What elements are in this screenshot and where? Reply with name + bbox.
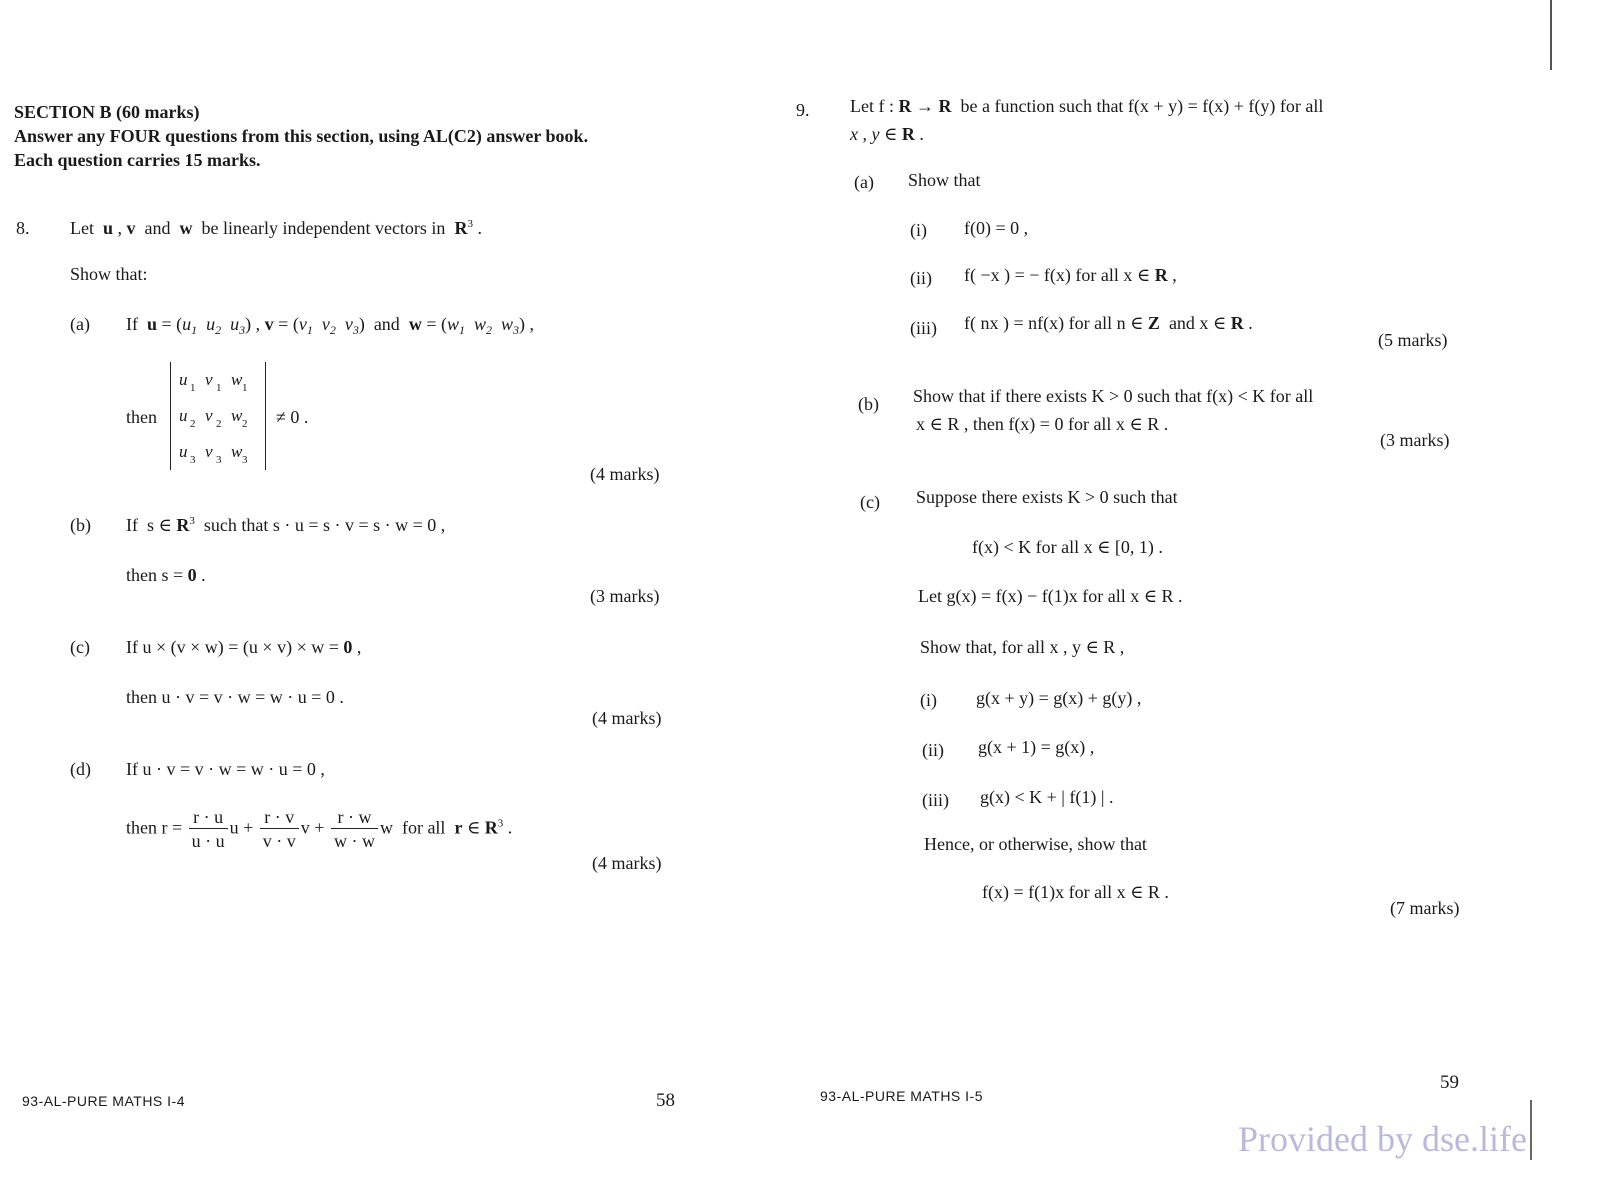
q9b-marks: (3 marks) [1380,430,1450,450]
q8b-statement: If s ∈ $R^3$ such that s · u = s · v = s · w = 0 , [126,515,446,535]
q8d-label: (d) [70,759,91,779]
fraction-2: $\frac{r \cdot v}{v \cdot v}$ [260,806,299,853]
q9c-i: g(x + y) = g(x) + g(y) , [976,688,1142,708]
q9a-ii-label: (ii) [910,268,932,288]
footer-left-page: 58 [656,1090,675,1111]
question-9-intro-line2: x , y ∈ R . [850,124,924,144]
section-instruction: Answer any FOUR questions from this section, using AL(C2) answer book. [14,126,589,146]
footer-left-code: 93-AL-PURE MATHS I-4 [22,1093,185,1109]
q9c-final: f(x) = f(1)x for all x ∈ R . [982,882,1169,902]
left-page: SECTION B (60 marks) Answer any FOUR questions from this section, using AL(C2) answer book. Each question carries 15 marks. 8. Let u , v and w be linearly independent vectors in $R^3$ . Show that: (a) If $u = (u_1$ $u_2$ $u_3$) , $v = (v_1$ $v_2$ $v_3$) and $w = (w_1$ $w_2$ $w_3$) , then u v w u v w u v w 1 1 1 2 2 2 3 3 3 ≠ 0 . (4 marks) (b) If s ∈ $R^3$ such that s · u = s · v = s · w = 0 , then s = 0 . (3 marks) (c) If u × (v × w) = (u × v) × w = 0 , then u · v = v · w = w · u = 0 . (4 marks) (d) If u · v = v · w = w · u = 0 , then r = $\frac{r \cdot u}{u \cdot u}$ u + $\frac{r \cdot v}{v \cdot v}$ v + $\frac{r \cdot w}{w \cdot w}$ w for all r ∈ $R^3$ . (4 marks) 93-AL-PURE MATHS I-4 58 [14,102,675,1111]
q8a-neq: ≠ 0 . [276,407,309,427]
q9a-show: Show that [908,170,981,190]
determinant: u v w u v w u v w [170,362,266,470]
q9c-i-label: (i) [920,690,937,710]
q8b-marks: (3 marks) [590,586,660,606]
q9a-i: f(0) = 0 , [964,218,1029,238]
question-8-number: 8. [16,218,30,238]
q8a-then: then [126,407,157,427]
q9c-iii-label: (iii) [922,790,949,810]
section-title: SECTION B (60 marks) [14,102,200,122]
q9c-hence: Hence, or otherwise, show that [924,834,1147,854]
q9a-ii: f( −x ) = − f(x) for all x ∈ R , [964,265,1177,285]
q9b-label: (b) [858,394,879,414]
q9a-i-label: (i) [910,220,927,240]
q8c-label: (c) [70,637,90,657]
footer-right-page: 59 [1440,1072,1459,1093]
question-9-number: 9. [796,100,810,120]
q9c-line1: Suppose there exists K > 0 such that [916,487,1178,507]
q9a-marks: (5 marks) [1378,330,1448,350]
q8c-marks: (4 marks) [592,708,662,728]
q9a-label: (a) [854,172,874,192]
q8a-label: (a) [70,314,90,334]
fraction-3: $\frac{r \cdot w}{w \cdot w}$ [331,806,378,853]
q9c-ii: g(x + 1) = g(x) , [978,737,1095,757]
watermark: Provided by dse.life [1238,1119,1527,1159]
q9c-show: Show that, for all x , y ∈ R , [920,637,1125,657]
q9a-iii-label: (iii) [910,318,937,338]
q9c-let: Let g(x) = f(x) − f(1)x for all x ∈ R . [918,586,1183,606]
q8a-marks: (4 marks) [590,464,660,484]
scan-edge-line [1550,0,1552,70]
section-marks-note: Each question carries 15 marks. [14,150,261,170]
fraction-1: $\frac{r \cdot u}{u \cdot u}$ [189,806,228,853]
q9c-iii: g(x) < K + | f(1) | . [980,787,1114,807]
q9c-cond: f(x) < K for all x ∈ [0, 1) . [972,537,1163,557]
question-9-intro: Let f : R → R be a function such that f(x + y) = f(x) + f(y) for all [850,96,1324,116]
q9b-line1: Show that if there exists K > 0 such that f(x) < K for all [913,386,1314,406]
q8a-statement: If $u = (u_1$ $u_2$ $u_3$) , $v = (v_1$ $v_2$ $v_3$) and $w = (w_1$ $w_2$ $w_3$) , [126,314,535,337]
question-8-show: Show that: [70,264,148,284]
q8d-marks: (4 marks) [592,853,662,873]
scan-edge-line-bottom [1530,1100,1532,1160]
q8d-statement: If u · v = v · w = w · u = 0 , [126,759,325,779]
q8c-statement: If u × (v × w) = (u × v) × w = 0 , [126,637,362,657]
q8b-label: (b) [70,515,91,535]
right-page [796,0,1621,1200]
q9b-line2: x ∈ R , then f(x) = 0 for all x ∈ R . [916,414,1169,434]
q8d-then: then r = $\frac{r \cdot u}{u \cdot u}$ u + $\frac{r \cdot v}{v \cdot v}$ v + $\frac{r \cdot w}{w \cdot w}$ w for all r ∈ $R^3$ . [126,807,513,851]
q9a-iii: f( nx ) = nf(x) for all n ∈ Z and x ∈ R . [964,313,1253,333]
question-8-intro: Let u , v and w be linearly independent vectors in $R^3$ . [70,218,482,238]
q8c-then: then u · v = v · w = w · u = 0 . [126,687,344,707]
q8b-then: then s = 0 . [126,565,206,585]
q9c-label: (c) [860,492,880,512]
footer-right-code: 93-AL-PURE MATHS I-5 [820,1088,983,1104]
q9c-ii-label: (ii) [922,740,944,760]
q9c-marks: (7 marks) [1390,898,1460,918]
